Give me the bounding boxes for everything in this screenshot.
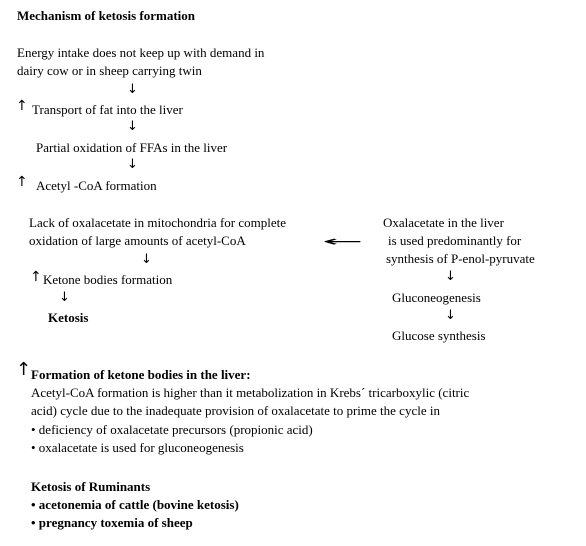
- arrow-down-icon: ↓: [127, 157, 138, 172]
- arrow-up-icon: ↑: [30, 269, 42, 285]
- glucose-synthesis-text: Glucose synthesis: [392, 328, 486, 343]
- arrow-up-icon: ↑: [16, 174, 28, 190]
- ruminants-bullet1: • acetonemia of cattle (bovine ketosis): [31, 497, 239, 512]
- energy-intake-line2: dairy cow or in sheep carrying twin: [17, 63, 202, 78]
- ruminants-heading: Ketosis of Ruminants: [31, 479, 151, 494]
- formation-line1: Acetyl-CoA formation is higher than it metabolization in Krebs´ tricarboxylic (citric: [31, 385, 470, 400]
- formation-line2: acid) cycle due to the inadequate provision of oxalacetate to prime the cycle in: [31, 403, 440, 418]
- acetyl-coa-text: Acetyl -CoA formation: [36, 178, 157, 193]
- formation-bullet1: • deficiency of oxalacetate precursors (propionic acid): [31, 422, 313, 437]
- partial-oxidation-text: Partial oxidation of FFAs in the liver: [36, 140, 228, 155]
- transport-fat-text: Transport of fat into the liver: [32, 102, 183, 117]
- arrow-up-icon: ↑: [16, 98, 28, 114]
- arrow-down-icon: ↓: [127, 82, 138, 97]
- arrow-down-icon: ↓: [445, 308, 456, 323]
- lack-oxalacetate-line2: oxidation of large amounts of acetyl-CoA: [29, 233, 246, 248]
- gluconeogenesis-text: Gluconeogenesis: [392, 290, 481, 305]
- formation-heading: Formation of ketone bodies in the liver:: [31, 367, 251, 382]
- oxalacetate-line1: Oxalacetate in the liver: [383, 215, 504, 230]
- page-title: Mechanism of ketosis formation: [17, 8, 196, 23]
- formation-bullet2: • oxalacetate is used for gluconeogenesis: [31, 440, 244, 455]
- oxalacetate-line2: is used predominantly for: [388, 233, 522, 248]
- lack-oxalacetate-line1: Lack of oxalacetate in mitochondria for complete: [29, 215, 286, 230]
- arrow-left-icon: ←: [322, 234, 364, 250]
- arrow-down-icon: ↓: [141, 252, 152, 267]
- ketone-bodies-text: Ketone bodies formation: [43, 272, 173, 287]
- ketosis-text: Ketosis: [48, 310, 89, 325]
- energy-intake-line1: Energy intake does not keep up with demand in: [17, 45, 265, 60]
- ruminants-bullet2: • pregnancy toxemia of sheep: [31, 515, 193, 530]
- arrow-down-icon: ↓: [445, 269, 456, 284]
- arrow-up-icon: ↑: [16, 359, 32, 380]
- oxalacetate-line3: synthesis of P-enol-pyruvate: [386, 251, 535, 266]
- arrow-down-icon: ↓: [59, 290, 70, 305]
- arrow-down-icon: ↓: [127, 119, 138, 134]
